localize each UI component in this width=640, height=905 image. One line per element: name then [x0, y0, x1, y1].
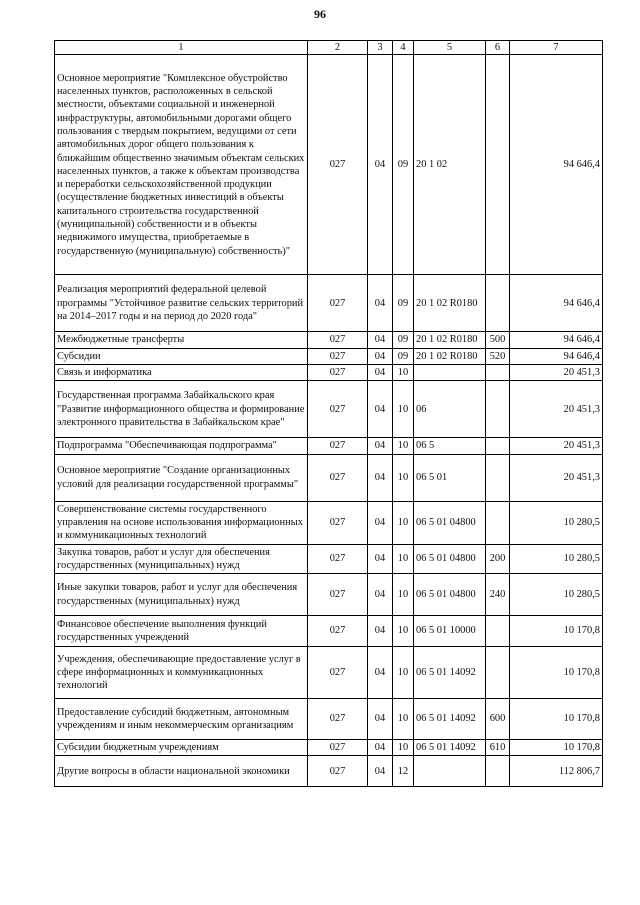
- row-subsection: 10: [393, 364, 414, 380]
- row-section: 04: [368, 699, 393, 740]
- row-target-article: 06 5 01 04800: [414, 574, 486, 616]
- table-row: [55, 740, 603, 756]
- row-name: Учреждения, обеспечивающие предоставление услуг в сфере информационных и коммуникационных технологий: [55, 647, 308, 699]
- row-expense-type: [486, 381, 510, 438]
- row-name: Межбюджетные трансферты: [55, 332, 308, 348]
- header-cell-7: 7: [510, 41, 603, 55]
- row-section: 04: [368, 544, 393, 574]
- budget-table: [54, 40, 603, 787]
- table-row: [55, 616, 603, 647]
- row-admin-code: 027: [308, 501, 368, 544]
- row-section: 04: [368, 740, 393, 756]
- row-section: 04: [368, 275, 393, 332]
- row-admin-code: 027: [308, 544, 368, 574]
- row-target-article: 20 1 02 R0180: [414, 348, 486, 364]
- table-row: [55, 454, 603, 501]
- row-amount: 20 451,3: [510, 381, 603, 438]
- row-expense-type: [486, 454, 510, 501]
- row-section: 04: [368, 756, 393, 787]
- row-admin-code: 027: [308, 55, 368, 275]
- row-admin-code: 027: [308, 740, 368, 756]
- row-amount: 10 170,8: [510, 740, 603, 756]
- row-subsection: 10: [393, 616, 414, 647]
- row-expense-type: 520: [486, 348, 510, 364]
- row-section: 04: [368, 616, 393, 647]
- row-expense-type: 200: [486, 544, 510, 574]
- table-row: [55, 647, 603, 699]
- row-subsection: 10: [393, 574, 414, 616]
- row-amount: 94 646,4: [510, 275, 603, 332]
- table-row: [55, 544, 603, 574]
- row-admin-code: 027: [308, 574, 368, 616]
- row-subsection: 09: [393, 275, 414, 332]
- row-expense-type: [486, 647, 510, 699]
- row-expense-type: 240: [486, 574, 510, 616]
- row-target-article: 20 1 02: [414, 55, 486, 275]
- table-row: [55, 275, 603, 332]
- row-amount: 94 646,4: [510, 332, 603, 348]
- row-amount: 10 170,8: [510, 647, 603, 699]
- row-name: Основное мероприятие "Комплексное обустройство населенных пунктов, расположенных в сельской местности, объектами социальной и инженерной инфраструктуры, автомобильными дорогами общего пользования с твердым покрытием, ведущими от сети автомобильных дорог общего пользования к ближайшим общественно значимым объектам сельских населенных пунктов, а также к объектам производства и переработки сельскохозяйственной продукции (осуществление бюджетных инвестиций в объекты капитального строительства государственной (муниципальной) собственности и в объекты недвижимого имущества, приобретаемые в государственную (муниципальную) собственность)": [55, 55, 308, 275]
- header-cell-3: 3: [368, 41, 393, 55]
- row-section: 04: [368, 348, 393, 364]
- header-cell-5: 5: [414, 41, 486, 55]
- row-subsection: 12: [393, 756, 414, 787]
- row-subsection: 09: [393, 348, 414, 364]
- row-admin-code: 027: [308, 438, 368, 454]
- row-amount: 10 280,5: [510, 501, 603, 544]
- row-section: 04: [368, 647, 393, 699]
- row-name: Предоставление субсидий бюджетным, автономным учреждениям и иным некоммерческим организациям: [55, 699, 308, 740]
- row-expense-type: [486, 275, 510, 332]
- row-subsection: 09: [393, 55, 414, 275]
- row-name: Совершенствование системы государственного управления на основе использования информационных и коммуникационных технологий: [55, 501, 308, 544]
- table-row: [55, 55, 603, 275]
- row-target-article: 20 1 02 R0180: [414, 275, 486, 332]
- row-admin-code: 027: [308, 616, 368, 647]
- row-amount: 94 646,4: [510, 55, 603, 275]
- row-admin-code: 027: [308, 699, 368, 740]
- row-admin-code: 027: [308, 454, 368, 501]
- row-target-article: 06 5 01 04800: [414, 501, 486, 544]
- row-amount: 10 170,8: [510, 699, 603, 740]
- row-target-article: 06: [414, 381, 486, 438]
- table-row: [55, 756, 603, 787]
- header-cell-1: 1: [55, 41, 308, 55]
- row-subsection: 10: [393, 699, 414, 740]
- row-target-article: 06 5 01 04800: [414, 544, 486, 574]
- row-target-article: 06 5 01 14092: [414, 740, 486, 756]
- table-row: [55, 501, 603, 544]
- row-amount: 20 451,3: [510, 438, 603, 454]
- row-section: 04: [368, 438, 393, 454]
- row-target-article: 06 5 01 14092: [414, 647, 486, 699]
- row-section: 04: [368, 381, 393, 438]
- table-row: [55, 332, 603, 348]
- row-section: 04: [368, 55, 393, 275]
- row-section: 04: [368, 332, 393, 348]
- header-cell-6: 6: [486, 41, 510, 55]
- page-number: 96: [314, 7, 326, 21]
- row-expense-type: [486, 756, 510, 787]
- row-name: Субсидии: [55, 348, 308, 364]
- row-section: 04: [368, 501, 393, 544]
- row-subsection: 10: [393, 647, 414, 699]
- table-row: [55, 348, 603, 364]
- table-row: [55, 574, 603, 616]
- table-row: [55, 438, 603, 454]
- row-amount: 112 806,7: [510, 756, 603, 787]
- row-section: 04: [368, 454, 393, 501]
- row-name: Государственная программа Забайкальского края "Развитие информационного общества и формирование электронного правительства в Забайкальском крае": [55, 381, 308, 438]
- row-name: Другие вопросы в области национальной экономики: [55, 756, 308, 787]
- table-row: [55, 381, 603, 438]
- row-amount: 20 451,3: [510, 364, 603, 380]
- row-target-article: [414, 756, 486, 787]
- row-admin-code: 027: [308, 381, 368, 438]
- row-expense-type: 610: [486, 740, 510, 756]
- row-target-article: 20 1 02 R0180: [414, 332, 486, 348]
- row-subsection: 10: [393, 381, 414, 438]
- row-expense-type: 500: [486, 332, 510, 348]
- row-expense-type: [486, 501, 510, 544]
- row-section: 04: [368, 364, 393, 380]
- row-expense-type: [486, 55, 510, 275]
- row-amount: 94 646,4: [510, 348, 603, 364]
- row-target-article: 06 5 01: [414, 454, 486, 501]
- row-name: Связь и информатика: [55, 364, 308, 380]
- header-cell-4: 4: [393, 41, 414, 55]
- row-subsection: 10: [393, 740, 414, 756]
- row-name: Финансовое обеспечение выполнения функций государственных учреждений: [55, 616, 308, 647]
- row-target-article: 06 5 01 10000: [414, 616, 486, 647]
- row-subsection: 10: [393, 544, 414, 574]
- row-expense-type: [486, 364, 510, 380]
- row-subsection: 10: [393, 438, 414, 454]
- row-amount: 10 280,5: [510, 574, 603, 616]
- row-admin-code: 027: [308, 756, 368, 787]
- header-row: [55, 41, 603, 55]
- row-subsection: 09: [393, 332, 414, 348]
- row-expense-type: [486, 616, 510, 647]
- row-name: Закупка товаров, работ и услуг для обеспечения государственных (муниципальных) нужд: [55, 544, 308, 574]
- row-admin-code: 027: [308, 364, 368, 380]
- row-admin-code: 027: [308, 275, 368, 332]
- row-admin-code: 027: [308, 348, 368, 364]
- row-amount: 10 280,5: [510, 544, 603, 574]
- row-expense-type: 600: [486, 699, 510, 740]
- row-subsection: 10: [393, 501, 414, 544]
- row-amount: 10 170,8: [510, 616, 603, 647]
- row-target-article: [414, 364, 486, 380]
- row-name: Подпрограмма "Обеспечивающая подпрограмма": [55, 438, 308, 454]
- row-name: Субсидии бюджетным учреждениям: [55, 740, 308, 756]
- row-subsection: 10: [393, 454, 414, 501]
- row-amount: 20 451,3: [510, 454, 603, 501]
- header-cell-2: 2: [308, 41, 368, 55]
- table-row: [55, 364, 603, 380]
- row-section: 04: [368, 574, 393, 616]
- row-target-article: 06 5: [414, 438, 486, 454]
- table-row: [55, 699, 603, 740]
- row-admin-code: 027: [308, 647, 368, 699]
- row-expense-type: [486, 438, 510, 454]
- table-body: [55, 41, 603, 787]
- row-admin-code: 027: [308, 332, 368, 348]
- row-name: Иные закупки товаров, работ и услуг для обеспечения государственных (муниципальных) нужд: [55, 574, 308, 616]
- row-target-article: 06 5 01 14092: [414, 699, 486, 740]
- row-name: Основное мероприятие "Создание организационных условий для реализации государственной программы": [55, 454, 308, 501]
- row-name: Реализация мероприятий федеральной целевой программы "Устойчивое развитие сельских территорий на 2014–2017 годы и на период до 2020 года": [55, 275, 308, 332]
